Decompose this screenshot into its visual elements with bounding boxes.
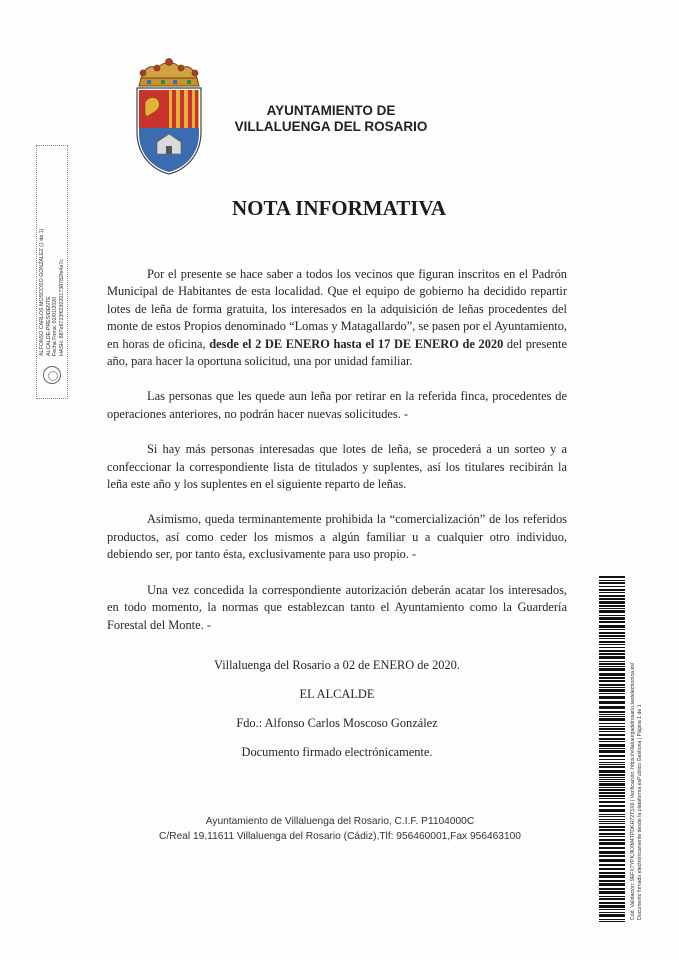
signer-name: Fdo.: Alfonso Carlos Moscoso González bbox=[236, 716, 438, 730]
organization-name-line2: VILLALUENGA DEL ROSARIO bbox=[234, 119, 428, 134]
signature-stamp-line1: ALFONSO CARLOS MOSCOSO GONZALEZ (1 de 1) bbox=[39, 228, 45, 356]
paragraph-1 bbox=[107, 266, 567, 370]
paragraph-1-dates: desde el 2 DE ENERO hasta el 17 DE ENERO de 2020 bbox=[209, 336, 504, 351]
municipal-crest-icon bbox=[133, 56, 205, 176]
closing-block bbox=[107, 658, 567, 774]
seal-icon bbox=[43, 366, 61, 384]
signature-stamp-line2: ALCALDE-PRESIDENTE bbox=[45, 296, 52, 356]
barcode-icon bbox=[599, 576, 625, 922]
signature-note: Documento firmado electrónicamente. bbox=[241, 745, 433, 759]
signature-stamp-line3: Fecha Firma: 02/01/2020 bbox=[52, 296, 59, 356]
signer-role: EL ALCALDE bbox=[299, 687, 375, 701]
footer-line2: C/Real 19,11611 Villaluenga del Rosario (Cádiz),Tlf: 956460001,Fax 956463100 bbox=[159, 831, 521, 842]
verification-text bbox=[630, 574, 650, 920]
page-footer bbox=[130, 814, 550, 844]
document-body bbox=[107, 266, 567, 652]
paragraph-1-text-a: Por el presente se hace saber a todos los vecinos que figuran inscritos en el Padrón Municipal de Habitantes de esta localidad. Que el equipo de gobierno ha decidido repartir lotes de leña de forma gratuita, los interesados en la adquisición de leñas procedentes del monte de estos Propios denominado “Lomas y Matagallardo”, se pasen por el Ayuntamiento, en horas de oficina, bbox=[107, 267, 567, 351]
footer-line1: Ayuntamiento de Villaluenga del Rosario, C.I.F. P1104000C bbox=[205, 816, 475, 827]
paragraph-5: Una vez concedida la correspondiente autorización deberán acatar los interesados, en todo momento, la normas que establezcan tanto el Ayuntamiento como la Guardería Forestal del Monte. - bbox=[107, 582, 567, 632]
signature-stamp-line4: HASH: 687e6723f6292201738782fe4a7c bbox=[58, 259, 65, 356]
crown-icon bbox=[139, 59, 199, 87]
paragraph-4: Asimismo, queda terminantemente prohibida la “comercialización” de los referidos productos, así como ceder los mismos a algún familiar u a cualquier otro individuo, debiendo ser, por tanto ésta, exclusivamente para uso propio. - bbox=[107, 512, 567, 562]
organization-name-line1: AYUNTAMIENTO DE bbox=[266, 103, 396, 118]
organization-name bbox=[226, 103, 436, 135]
document-title: NOTA INFORMATIVA bbox=[231, 196, 447, 220]
signature-stamp-text bbox=[39, 146, 67, 356]
paragraph-3: Si hay más personas interesadas que lotes de leña, se procederá a un sorteo y a confeccionar la correspondiente lista de titulados y suplentes, así los titulares recibirán la leña este año y los suplentes en el siguiente reparto de leñas. bbox=[107, 442, 567, 492]
verification-line1: Cód. Validación: 9EFX7YPKJKXM4TPDKH72T3X6 | Verificación: https://villaluengadelrosario.sedelectronica.es/ bbox=[630, 662, 636, 920]
shield-icon bbox=[137, 88, 201, 174]
verification-line2: Documento firmado electrónicamente desde la plataforma esPublico Gestiona | Página 1 de 1 bbox=[636, 704, 643, 920]
signature-stamp bbox=[36, 145, 68, 399]
place-date: Villaluenga del Rosario a 02 de ENERO de 2020. bbox=[214, 658, 460, 672]
paragraph-2: Las personas que les quede aun leña por retirar en la referida finca, procedentes de operaciones anteriores, no podrán hacer nuevas solicitudes. - bbox=[107, 389, 567, 421]
paragraph-1-text-b: del presente año, para hacer la oportuna solicitud, una por unidad familiar. bbox=[107, 336, 567, 369]
